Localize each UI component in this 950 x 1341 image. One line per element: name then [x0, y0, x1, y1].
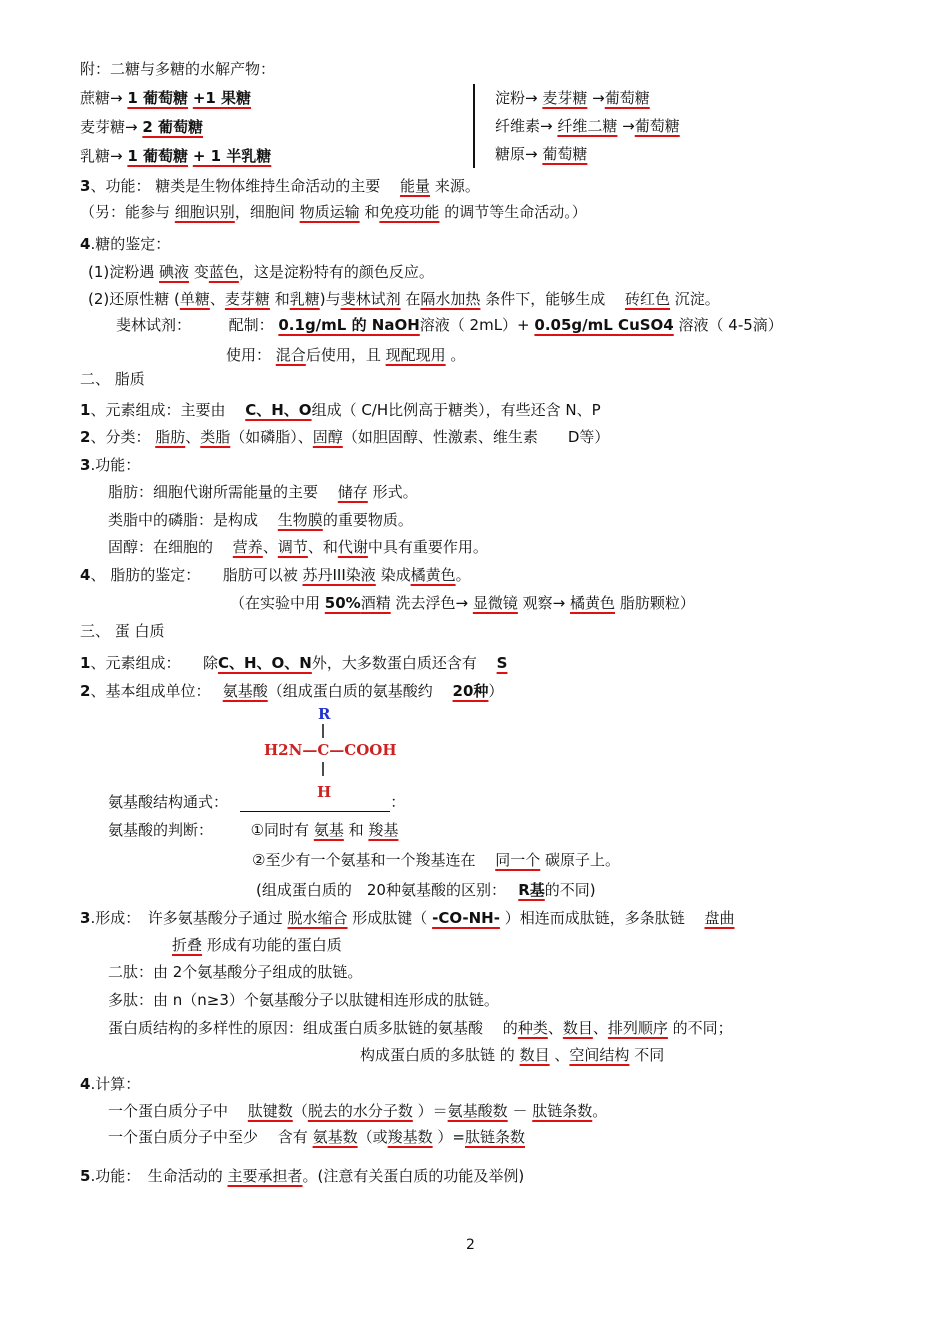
starch-line — [495, 88, 650, 108]
text: 类脂中的磷脂：是构成 — [108, 511, 259, 529]
text: 、分类： — [90, 428, 151, 446]
text: 和 — [274, 290, 290, 308]
answer: 免疫功能 — [379, 203, 440, 221]
text: （如胆固醇、性激素、维生素 D等） — [342, 428, 610, 446]
text: ： — [390, 793, 406, 811]
answer: 脂肪 — [155, 428, 186, 446]
text: 一个蛋白质分子中 — [108, 1102, 229, 1120]
lactose-product-a: 1 葡萄糖 — [127, 147, 189, 165]
text: 的 — [499, 1046, 515, 1064]
text: ）相连而成肽链，多条肽链 — [504, 909, 685, 927]
item-number: 3 — [80, 456, 91, 474]
text: 外，大多数蛋白质还含有 — [311, 654, 477, 672]
text: 。(注意有关蛋白质的功能及举例) — [302, 1167, 525, 1185]
answer: 固醇 — [312, 428, 343, 446]
text: 不同 — [634, 1046, 665, 1064]
answer: 0.05g/mL CuSO4 — [534, 316, 674, 334]
fehling-use-line — [226, 345, 465, 365]
formation-line — [80, 908, 735, 928]
text: 构成蛋白质的多肽链 — [360, 1046, 496, 1064]
structure-main-chain: H2N—C—COOH — [264, 741, 397, 759]
answer: 显微镜 — [472, 594, 518, 612]
sucrose-label: 蔗糖→ — [80, 89, 123, 107]
text: 、 — [554, 1046, 570, 1064]
text: 的不同) — [544, 881, 596, 899]
label: 斐林试剂： — [116, 316, 192, 334]
answer: 类脂 — [200, 428, 231, 446]
item-number: 2 — [80, 428, 91, 446]
text: ①同时有 — [250, 821, 310, 839]
text: 的不同； — [672, 1019, 733, 1037]
answer: 调节 — [277, 538, 308, 556]
text: 形成肽键（ — [352, 909, 428, 927]
starch-product-b: 葡萄糖 — [604, 89, 650, 107]
text: 、 — [209, 290, 225, 308]
answer: 空间结构 — [569, 1046, 630, 1064]
formula-blank — [240, 796, 390, 812]
sucrose-product-b: +1 果糖 — [192, 89, 252, 107]
text: （或 — [357, 1128, 388, 1146]
answer: 氨基 — [313, 821, 344, 839]
text: 的调节等生命活动。） — [444, 203, 587, 221]
text: 后使用，且 — [305, 346, 381, 364]
text: 染成 — [380, 566, 411, 584]
text: (组成蛋白质的 20种氨基酸的区别： — [256, 881, 499, 899]
judge-line-1 — [108, 820, 398, 840]
answer: 数目 — [519, 1046, 550, 1064]
maltose-line — [80, 117, 203, 137]
text: 、元素组成：主要由 — [90, 401, 226, 419]
label: 使用： — [226, 346, 272, 364]
text: .形成： 许多氨基酸分子通过 — [90, 909, 283, 927]
answer: 羧基数 — [387, 1128, 433, 1146]
answer-energy: 能量 — [400, 177, 431, 195]
answer: 氨基数 — [312, 1128, 358, 1146]
text: (2)还原性糖 ( — [88, 290, 180, 308]
answer: 酒精 — [360, 594, 391, 612]
label: 氨基酸的判断： — [108, 821, 214, 839]
item-number: 1 — [80, 654, 91, 672]
answer: 代谢 — [337, 538, 368, 556]
cellulose-arrow: → — [622, 117, 635, 135]
text: ，这是淀粉特有的颜色反应。 — [238, 263, 434, 281]
text: 的重要物质。 — [322, 511, 413, 529]
sucrose-product-a: 1 葡萄糖 — [127, 89, 189, 107]
sucrose-line — [80, 88, 251, 108]
fat-line — [108, 482, 418, 502]
answer: R基 — [518, 881, 545, 899]
text: 溶液（ 4-5滴） — [678, 316, 783, 334]
text: 含有 — [277, 1128, 308, 1146]
answer: 生物膜 — [277, 511, 323, 529]
answer: 储存 — [337, 483, 368, 501]
cellulose-label: 纤维素→ — [495, 117, 553, 135]
sugar-test-heading — [80, 234, 170, 254]
text: － — [512, 1102, 528, 1120]
answer: 麦芽糖 — [224, 290, 270, 308]
starch-arrow: → — [592, 89, 605, 107]
item-heading: .糖的鉴定： — [90, 235, 171, 253]
diversity-line-1 — [108, 1018, 733, 1038]
text: 观察→ — [522, 594, 566, 612]
answer: 氨基酸数 — [447, 1102, 508, 1120]
text: 、 — [547, 1019, 563, 1037]
dipeptide-line: 二肽：由 2个氨基酸分子组成的肽链。 — [108, 963, 363, 981]
answer: 盘曲 — [704, 909, 735, 927]
text: 、 — [185, 428, 201, 446]
answer: 营养 — [232, 538, 263, 556]
text: 洗去浮色→ — [395, 594, 469, 612]
answer: 细胞识别 — [174, 203, 235, 221]
text: 和 — [348, 821, 364, 839]
text: 脂肪：细胞代谢所需能量的主要 — [108, 483, 319, 501]
starch-test-line — [88, 262, 434, 282]
answer: 乳糖 — [289, 290, 320, 308]
item-number: 5 — [80, 1167, 91, 1185]
hydrolysis-title: 附：二糖与多糖的水解产物： — [80, 60, 276, 78]
phospholipid-line — [108, 510, 413, 530]
item-number: 4 — [80, 235, 91, 253]
fehling-prep-line — [116, 315, 783, 335]
text: 、和 — [307, 538, 338, 556]
glycogen-label: 糖原→ — [495, 145, 538, 163]
starch-label: 淀粉→ — [495, 89, 538, 107]
diversity-line-2 — [360, 1045, 664, 1065]
glycogen-product: 葡萄糖 — [542, 145, 588, 163]
text: 、 脂肪的鉴定： 脂肪可以被 — [90, 566, 298, 584]
calc-line-1 — [108, 1101, 607, 1121]
page-number: 2 — [466, 1237, 475, 1253]
text: 、基本组成单位： — [90, 682, 203, 700]
answer: 橘黄色 — [410, 566, 456, 584]
text: )与 — [319, 290, 341, 308]
cellulose-product-a: 纤维二糖 — [557, 117, 618, 135]
answer: 0.1g/mL 的 NaOH — [278, 316, 420, 334]
answer: 脱去的水分子数 — [307, 1102, 413, 1120]
answer: 肽键数 — [247, 1102, 293, 1120]
lipid-function-heading — [80, 455, 140, 475]
answer: 种类 — [517, 1019, 548, 1037]
text: 在 — [405, 290, 421, 308]
text: （ — [292, 1102, 308, 1120]
protein-unit-line — [80, 681, 503, 701]
text: ）= — [437, 1128, 465, 1146]
text: （另：能参与 — [80, 203, 171, 221]
text: （组成蛋白质的氨基酸约 — [267, 682, 433, 700]
item-number: 2 — [80, 682, 91, 700]
text: 。 — [455, 566, 471, 584]
vertical-divider — [473, 84, 475, 168]
text: 固醇：在细胞的 — [108, 538, 214, 556]
item-number: 3 — [80, 177, 91, 195]
text: 沉淀。 — [674, 290, 720, 308]
answer: 氨基酸 — [222, 682, 268, 700]
structure-H: H — [317, 783, 332, 801]
amino-acid-structure-diagram — [262, 704, 412, 802]
answer: 脱水缩合 — [287, 909, 348, 927]
protein-elements-line — [80, 653, 507, 673]
text: 蛋白质结构的多样性的原因：组成蛋白质多肽链的氨基酸 — [108, 1019, 484, 1037]
answer: 排列顺序 — [607, 1019, 668, 1037]
answer: 50% — [324, 594, 361, 612]
text: .功能： 生命活动的 — [90, 1167, 223, 1185]
answer: 肽链条数 — [532, 1102, 593, 1120]
answer: 砖红色 — [625, 290, 671, 308]
answer: 主要承担者 — [227, 1167, 303, 1185]
text: 、 — [262, 538, 278, 556]
difference-line — [256, 880, 596, 900]
text: (1)淀粉遇 — [88, 263, 155, 281]
text: （在实验中用 — [230, 594, 321, 612]
reducing-sugar-line — [88, 289, 720, 309]
text: 来源。 — [434, 177, 480, 195]
answer: 羧基 — [368, 821, 399, 839]
calc-heading — [80, 1074, 140, 1094]
polypeptide-line: 多肽：由 n（n≥3）个氨基酸分子以肽键相连形成的肽链。 — [108, 991, 499, 1009]
answer: 物质运输 — [299, 203, 360, 221]
text: 条件下，能够生成 — [485, 290, 606, 308]
starch-product-a: 麦芽糖 — [542, 89, 588, 107]
text: 中具有重要作用。 — [367, 538, 488, 556]
text: ）＝ — [417, 1102, 448, 1120]
text: （如磷脂）、 — [230, 428, 313, 446]
answer: 折叠 — [172, 936, 203, 954]
sterol-line — [108, 537, 488, 557]
formation-line-2 — [172, 935, 342, 955]
judge-line-2 — [252, 850, 620, 870]
glycogen-line — [495, 144, 587, 164]
sugar-function-note — [80, 202, 587, 222]
answer: 蓝色 — [208, 263, 239, 281]
item-number: 4 — [80, 1075, 91, 1093]
text: 脂肪颗粒） — [619, 594, 695, 612]
text: 变 — [193, 263, 209, 281]
item-heading: 、功能： — [90, 177, 151, 195]
answer: 碘液 — [159, 263, 190, 281]
cellulose-product-b: 葡萄糖 — [634, 117, 680, 135]
protein-function-line — [80, 1166, 524, 1186]
answer: 混合 — [275, 346, 306, 364]
text: 。 — [450, 346, 466, 364]
text: 的 — [502, 1019, 518, 1037]
item-number: 3 — [80, 909, 91, 927]
text: ，细胞间 — [234, 203, 295, 221]
answer: 斐林试剂 — [340, 290, 401, 308]
item-heading: .计算： — [90, 1075, 141, 1093]
answer: C、H、O、N — [217, 654, 312, 672]
text: 糖类是生物体维持生命活动的主要 — [155, 177, 381, 195]
item-number: 1 — [80, 401, 91, 419]
text: 和 — [364, 203, 380, 221]
answer: S — [496, 654, 508, 672]
answer: 肽链条数 — [465, 1128, 526, 1146]
text: ） — [488, 682, 504, 700]
calc-line-2 — [108, 1127, 525, 1147]
lactose-line — [80, 146, 271, 166]
answer: 单糖 — [179, 290, 210, 308]
lipid-elements-line — [80, 400, 601, 420]
cellulose-line — [495, 116, 680, 136]
text: 组成（ C/H比例高于糖类），有些还含 N、P — [311, 401, 601, 419]
fat-test-note — [230, 593, 695, 613]
section-lipid: 二、 脂质 — [80, 370, 145, 388]
text: 形成有功能的蛋白质 — [206, 936, 342, 954]
formula-line — [108, 792, 405, 812]
text: ②至少有一个氨基和一个羧基连在 — [252, 851, 476, 869]
answer: 隔水加热 — [420, 290, 481, 308]
lipid-classes-line — [80, 427, 609, 447]
item-heading: .功能： — [90, 456, 141, 474]
text: 、 — [592, 1019, 608, 1037]
answer: 数目 — [562, 1019, 593, 1037]
maltose-product: 2 葡萄糖 — [142, 118, 204, 136]
answer: 苏丹III染液 — [302, 566, 376, 584]
text: 碳原子上。 — [545, 851, 621, 869]
structure-R: R — [318, 705, 331, 723]
answer: -CO-NH- — [432, 909, 500, 927]
label: 氨基酸结构通式： — [108, 793, 221, 811]
answer: C、H、O — [245, 401, 312, 419]
maltose-label: 麦芽糖→ — [80, 118, 138, 136]
fat-test-line — [80, 565, 471, 585]
sugar-function-line — [80, 176, 480, 196]
text: 一个蛋白质分子中至少 — [108, 1128, 259, 1146]
lactose-label: 乳糖→ — [80, 147, 123, 165]
section-protein: 三、 蛋 白质 — [80, 622, 165, 640]
answer: 现配现用 — [385, 346, 446, 364]
text: 。 — [592, 1102, 608, 1120]
lactose-product-b: + 1 半乳糖 — [192, 147, 272, 165]
answer: 20种 — [452, 682, 489, 700]
answer: 同一个 — [495, 851, 541, 869]
label: 配制： — [228, 316, 274, 334]
text: 溶液（ 2mL）+ — [419, 316, 530, 334]
answer: 橘黄色 — [570, 594, 616, 612]
text: 、元素组成： 除 — [90, 654, 218, 672]
item-number: 4 — [80, 566, 91, 584]
text: 形式。 — [372, 483, 418, 501]
